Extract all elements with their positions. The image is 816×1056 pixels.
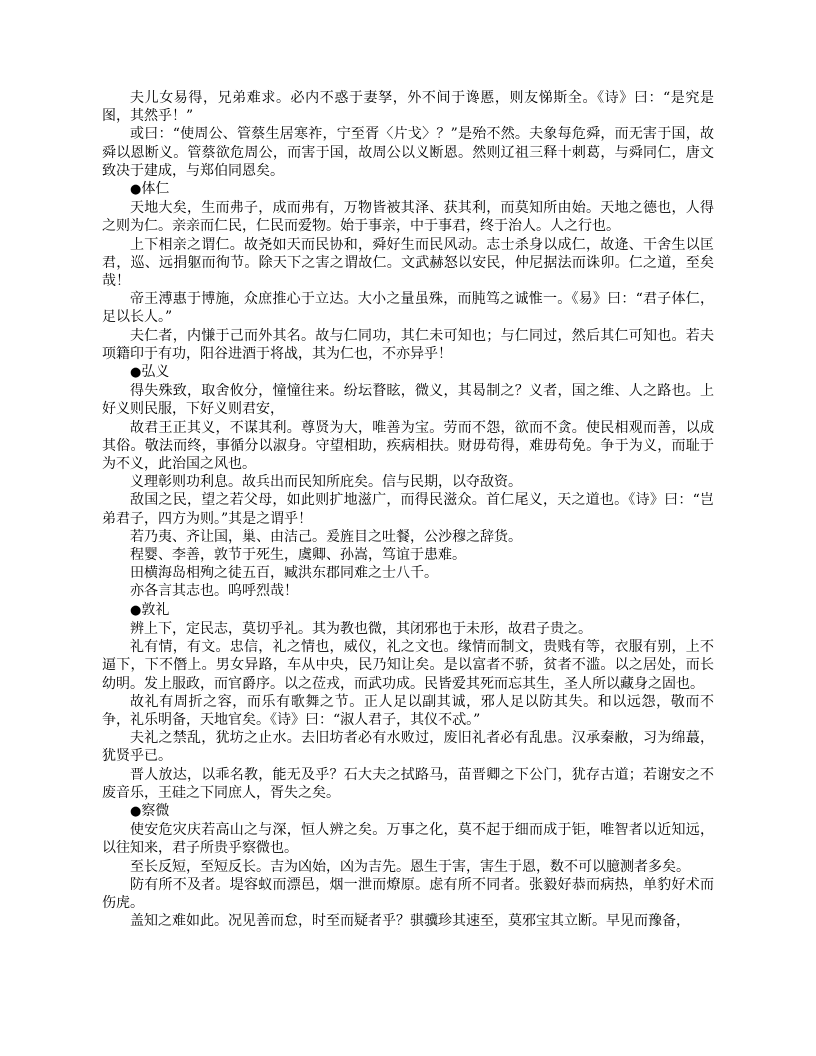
paragraph: 至长反短，至短反长。吉为凶始，凶为吉先。恩生于害，害生于恩，数不可以臆测者多矣。	[130, 858, 690, 875]
paragraph: 盖知之难如此。况见善而怠，时至而疑者乎？骐骥珍其速至，莫邪宝其立断。早见而豫备，	[130, 913, 690, 930]
paragraph: 亦各言其志也。呜呼烈哉！	[130, 583, 298, 600]
paragraph: 故君王正其义，不谋其利。尊贤为大，唯善为宝。劳而不怨，欲而不贪。使民相观而善，以成其俗。敬法而终，事循分以淑身。守望相助，疾病相扶。财毋苟得，难毋苟免。争于为义，而耻于为不义，此治国之风也。	[102, 419, 714, 473]
paragraph: 礼有情，有文。忠信，礼之情也，威仪，礼之文也。缘情而制文，贵贱有等，衣服有别，上不逼下，下不僭上。男女异路，车从中央，民乃知让矣。是以富者不骄，贫者不滥。以之居处，而长幼明。发上服政，而官爵序。以之莅戎，而武功成。民皆爱其死而忘其生，圣人所以藏身之固也。	[102, 639, 714, 692]
paragraph: 晋人放达，以乖名教，能无及乎？石大夫之拭路马，苗晋卿之下公门，犹存古道；若谢安之不废音乐，王硅之下同庶人，胥失之矣。	[102, 766, 714, 801]
bullet-icon: ●	[130, 602, 142, 618]
section-heading	[102, 802, 714, 821]
paragraph: 田横海岛相殉之徒五百，臧洪东郡同难之士八千。	[130, 565, 438, 582]
section-title: 察微	[141, 802, 170, 819]
paragraph: 义理彰则功利息。故兵出而民知所庇矣。信与民期，以夺敌资。	[130, 474, 522, 491]
paragraph: 或曰：“使周公、管蔡生居寒祚，宁至胥〈片戈〉？”是殆不然。夫象每危舜，而无害于国，故舜以恩断义。管蔡欲危周公，而害于国，故周公以义断恩。然则辽祖三释十刺葛，与舜同仁，唐文致决于建成，与郑伯同恩矣。	[102, 126, 714, 179]
paragraph: 夫礼之禁乱，犹坊之止水。去旧坊者必有水败过，废旧礼者必有乱患。汉承秦敝，习为绵蕞，犹贤乎已。	[102, 730, 714, 765]
section-heading	[102, 601, 714, 620]
section-title: 体仁	[141, 181, 170, 198]
paragraph: 故礼有周折之容，而乐有歌舞之节。正人足以副其诚，邪人足以防其失。和以远怨，敬而不争，礼乐明备，天地官矣。《诗》曰：“淑人君子，其仪不忒。”	[102, 693, 714, 728]
paragraph: 程婴、李善，敦节于死生，虞卿、孙嵩，笃谊于患难。	[130, 547, 466, 564]
bullet-icon: ●	[130, 365, 142, 381]
paragraph: 帝王溥惠于博施，众庶推心于立达。大小之量虽殊，而肫笃之诚惟一。《易》曰：“君子体仁，足以长人。”	[102, 291, 714, 326]
paragraph: 夫儿女易得，兄弟难求。必内不惑于妻孥，外不间于谗慝，则友悌斯全。《诗》曰：“是究是图，其然乎！”	[102, 90, 714, 125]
paragraph: 辨上下，定民志，莫切乎礼。其为教也微，其闭邪也于未形，故君子贵之。	[130, 620, 592, 637]
paragraph: 夫仁者，内慊于己而外其名。故与仁同功，其仁未可知也；与仁同过，然后其仁可知也。若夫项籍印于有功，阳谷进酒于将战，其为仁也，不亦异乎！	[102, 327, 714, 362]
paragraph: 使安危灾庆若高山之与深，恒人辨之矣。万事之化，莫不起于细而成于钜，唯智者以近知远，以往知来，君子所贵乎察微也。	[102, 822, 714, 857]
text-body	[102, 89, 714, 930]
section-title: 敦礼	[141, 601, 170, 618]
paragraph: 得失殊致，取舍攸分，憧憧往来。纷坛瞀眩，微义，其曷制之？义者，国之维、人之路也。上好义则民服，下好义则君安，	[102, 383, 714, 418]
bullet-icon: ●	[130, 803, 142, 819]
paragraph: 上下相亲之谓仁。故尧如天而民协和，舜好生而民风动。志士杀身以成仁，故逄、干舍生以匡君，巡、远捐躯而徇节。除天下之害之谓故仁。文武赫怒以安民，仲尼据法而诛卯。仁之道，至矣哉！	[102, 236, 714, 290]
section-heading	[102, 180, 714, 199]
paragraph: 天地大矣，生而弗子，成而弗有，万物皆被其泽、获其利，而莫知所由始。天地之德也，人得之则为仁。亲亲而仁民，仁民而爱物。始于事亲，中于事君，终于治人。人之行也。	[102, 200, 714, 235]
section-title: 弘义	[141, 364, 170, 381]
paragraph: 若乃夷、齐让国，巢、由洁己。爰旌目之吐餐，公沙穆之辞货。	[130, 528, 522, 545]
bullet-icon: ●	[130, 182, 142, 198]
section-heading	[102, 363, 714, 382]
paragraph: 敌国之民，望之若父母，如此则扩地滋广，而得民滋众。首仁尾义，天之道也。《诗》曰：“岂弟君子，四方为则。”其是之谓乎！	[102, 492, 714, 527]
paragraph: 防有所不及者。堤容蚁而漂邑，烟一泄而燎原。虑有所不同者。张毅好恭而病热，单豹好术而伤虎。	[102, 876, 714, 911]
